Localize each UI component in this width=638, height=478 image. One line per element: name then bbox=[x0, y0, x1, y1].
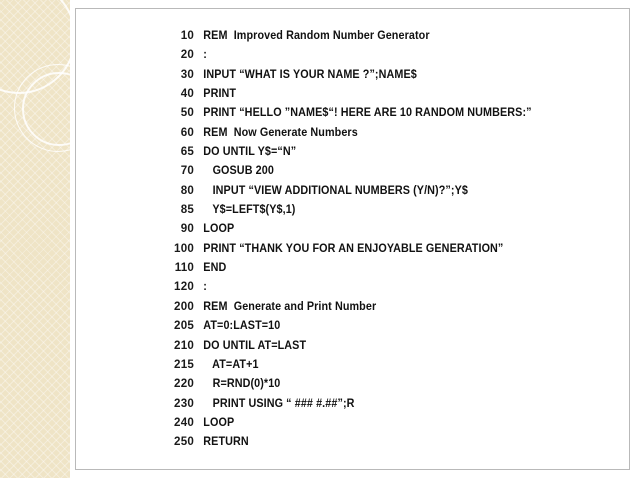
line-code: INPUT “VIEW ADDITIONAL NUMBERS (Y/N)?”;Y$ bbox=[203, 183, 468, 197]
line-code: : bbox=[203, 48, 207, 62]
line-number: 215 bbox=[174, 357, 194, 371]
line-number: 240 bbox=[174, 415, 194, 429]
line-number: 90 bbox=[180, 222, 194, 236]
line-code: GOSUB 200 bbox=[203, 164, 274, 178]
line-number: 205 bbox=[174, 319, 194, 333]
line-number: 30 bbox=[180, 67, 194, 81]
code-line bbox=[162, 26, 632, 45]
code-line bbox=[162, 181, 632, 200]
code-line bbox=[162, 394, 632, 413]
line-number: 50 bbox=[180, 106, 194, 120]
line-code: REM Now Generate Numbers bbox=[203, 125, 358, 139]
line-code: RETURN bbox=[203, 435, 249, 449]
line-number: 200 bbox=[174, 299, 194, 313]
line-code: : bbox=[203, 280, 207, 294]
code-line bbox=[162, 277, 632, 296]
line-number: 120 bbox=[174, 280, 194, 294]
code-line bbox=[162, 123, 632, 142]
line-number: 110 bbox=[174, 261, 194, 275]
code-line bbox=[162, 161, 632, 180]
line-code: AT=AT+1 bbox=[203, 357, 259, 371]
decorative-side-panel bbox=[0, 0, 70, 478]
line-code: PRINT USING “ ### #.##”;R bbox=[203, 396, 355, 410]
line-number: 65 bbox=[180, 145, 194, 159]
line-code: END bbox=[203, 261, 227, 275]
line-number: 10 bbox=[180, 29, 194, 42]
code-line bbox=[162, 316, 632, 335]
line-number: 40 bbox=[180, 87, 194, 101]
line-code: INPUT “WHAT IS YOUR NAME ?”;NAME$ bbox=[203, 67, 417, 81]
line-code: R=RND(0)*10 bbox=[203, 377, 281, 391]
code-line bbox=[162, 239, 632, 258]
code-line bbox=[162, 84, 632, 103]
code-line bbox=[162, 65, 632, 84]
line-number: 60 bbox=[180, 125, 194, 139]
line-number: 100 bbox=[174, 241, 194, 255]
line-number: 85 bbox=[180, 203, 194, 217]
code-line bbox=[162, 258, 632, 277]
code-line bbox=[162, 355, 632, 374]
line-number: 20 bbox=[180, 48, 194, 62]
line-number: 220 bbox=[174, 377, 194, 391]
line-code: AT=0:LAST=10 bbox=[203, 319, 281, 333]
code-line bbox=[162, 142, 632, 161]
line-number: 230 bbox=[174, 396, 194, 410]
code-line bbox=[162, 103, 632, 122]
line-number: 80 bbox=[180, 183, 194, 197]
line-code: PRINT bbox=[203, 87, 237, 101]
code-line bbox=[162, 374, 632, 393]
code-line bbox=[162, 413, 632, 432]
line-code: PRINT “HELLO ”NAME$“! HERE ARE 10 RANDOM NUMBERS:” bbox=[203, 106, 532, 120]
code-line bbox=[162, 432, 632, 451]
line-number: 70 bbox=[180, 164, 194, 178]
code-line bbox=[162, 219, 632, 238]
line-number: 250 bbox=[174, 435, 194, 449]
line-number: 210 bbox=[174, 338, 194, 352]
line-code: Y$=LEFT$(Y$,1) bbox=[203, 203, 296, 217]
line-code: LOOP bbox=[203, 222, 235, 236]
line-code: DO UNTIL Y$=“N” bbox=[203, 145, 297, 159]
code-line bbox=[162, 200, 632, 219]
line-code: REM Improved Random Number Generator bbox=[203, 29, 430, 42]
basic-code-listing bbox=[162, 26, 632, 452]
code-line bbox=[162, 297, 632, 316]
code-line bbox=[162, 336, 632, 355]
code-line bbox=[162, 45, 632, 64]
line-code: PRINT “THANK YOU FOR AN ENJOYABLE GENERATION” bbox=[203, 241, 504, 255]
line-code: DO UNTIL AT=LAST bbox=[203, 338, 307, 352]
line-code: REM Generate and Print Number bbox=[203, 299, 377, 313]
line-code: LOOP bbox=[203, 415, 235, 429]
